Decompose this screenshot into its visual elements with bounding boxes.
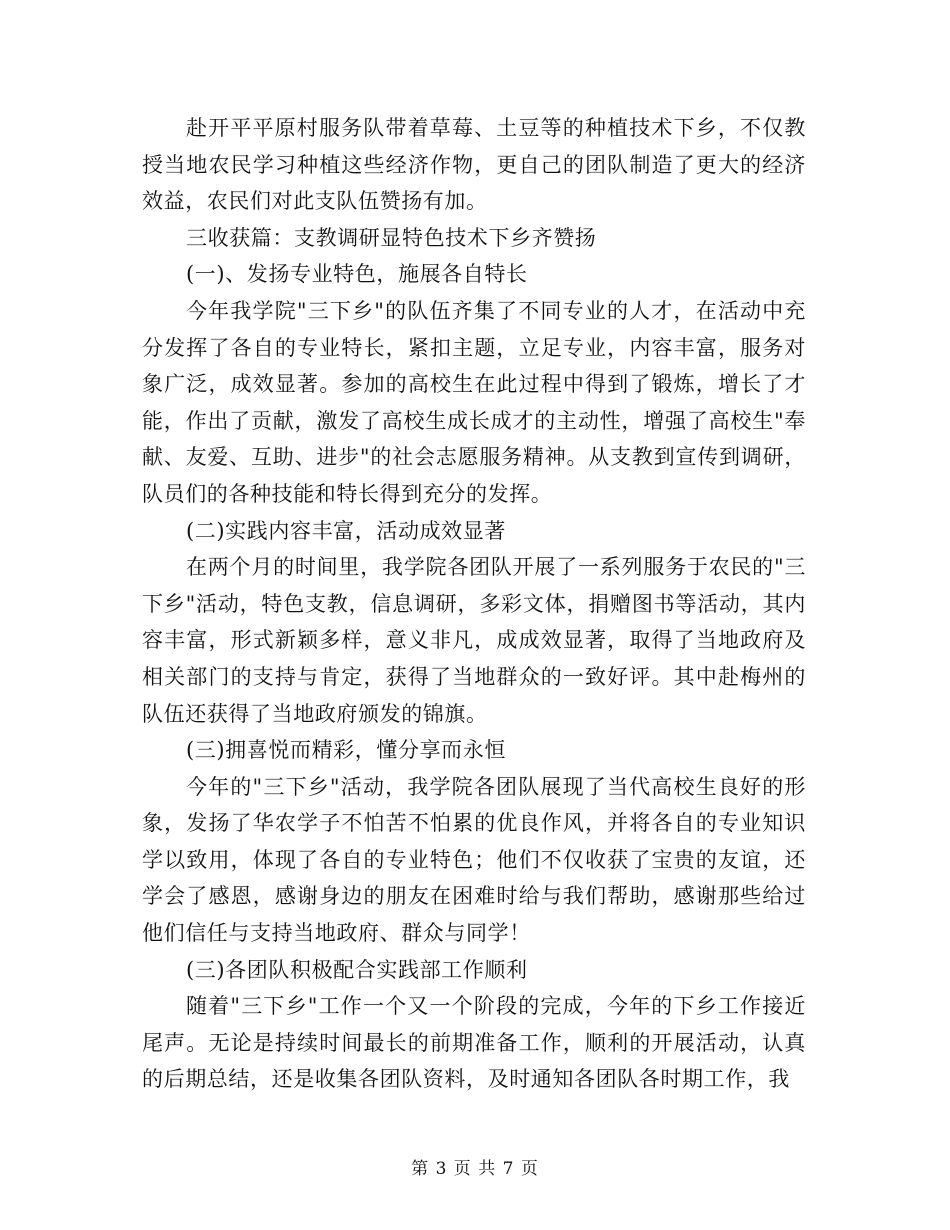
paragraph-planting-service: 赴开平平原村服务队带着草莓、土豆等的种植技术下乡，不仅教授当地农民学习种植这些经济作物，更自己的团队制造了更大的经济效益，农民们对此支队伍赞扬有加。 — [142, 116, 806, 214]
paragraph-specialty: 今年我学院"三下乡"的队伍齐集了不同专业的人才，在活动中充分发挥了各自的专业特长，紧扣主题，立足专业，内容丰富，服务对象广泛，成效显著。参加的高校生在此过程中得到了锻炼，增长了才能，作出了贡献，激发了高校生成长成才的主动性，增强了高校生"奉献、友爱、互助、进步"的社会志愿服务精神。从支教到宣传到调研，队员们的各种技能和特长得到充分的发挥。 — [142, 298, 806, 506]
section-heading-harvest: 三收获篇：支教调研显特色技术下乡齐赞扬 — [186, 225, 597, 250]
page-footer — [0, 1154, 950, 1179]
subheading-joy: (三)拥喜悦而精彩，懂分享而永恒 — [186, 738, 506, 763]
page-number: 第 3 页 共 7 页 — [411, 1159, 539, 1179]
subheading-cooperation: (三)各团队积极配合实践部工作顺利 — [186, 957, 528, 982]
paragraph-practice: 在两个月的时间里，我学院各团队开展了一系列服务于农民的"三下乡"活动，特色支教，信息调研，多彩文体，捐赠图书等活动，其内容丰富，形式新颖多样，意义非凡，成成效显著，取得了当地政府及相关部门的支持与肯定，获得了当地群众的一致好评。其中赴梅州的队伍还获得了当地政府颁发的锦旗。 — [142, 555, 806, 726]
subheading-specialty: (一)、发扬专业特色，施展各自特长 — [186, 262, 528, 287]
document-body — [142, 110, 806, 1098]
paragraph-cooperation: 随着"三下乡"工作一个又一个阶段的完成，今年的下乡工作接近尾声。无论是持续时间最长的前期准备工作，顺利的开展活动，认真的后期总结，还是收集各团队资料，及时通知各团队各时期工作，我 — [142, 994, 806, 1092]
subheading-practice: (二)实践内容丰富，活动成效显著 — [186, 518, 506, 543]
paragraph-joy: 今年的"三下乡"活动，我学院各团队展现了当代高校生良好的形象，发扬了华农学子不怕苦不怕累的优良作风，并将各自的专业知识学以致用，体现了各自的专业特色；他们不仅收获了宝贵的友谊，还学会了感恩，感谢身边的朋友在困难时给与我们帮助，感谢那些给过他们信任与支持当地政府、群众与同学！ — [142, 774, 806, 946]
